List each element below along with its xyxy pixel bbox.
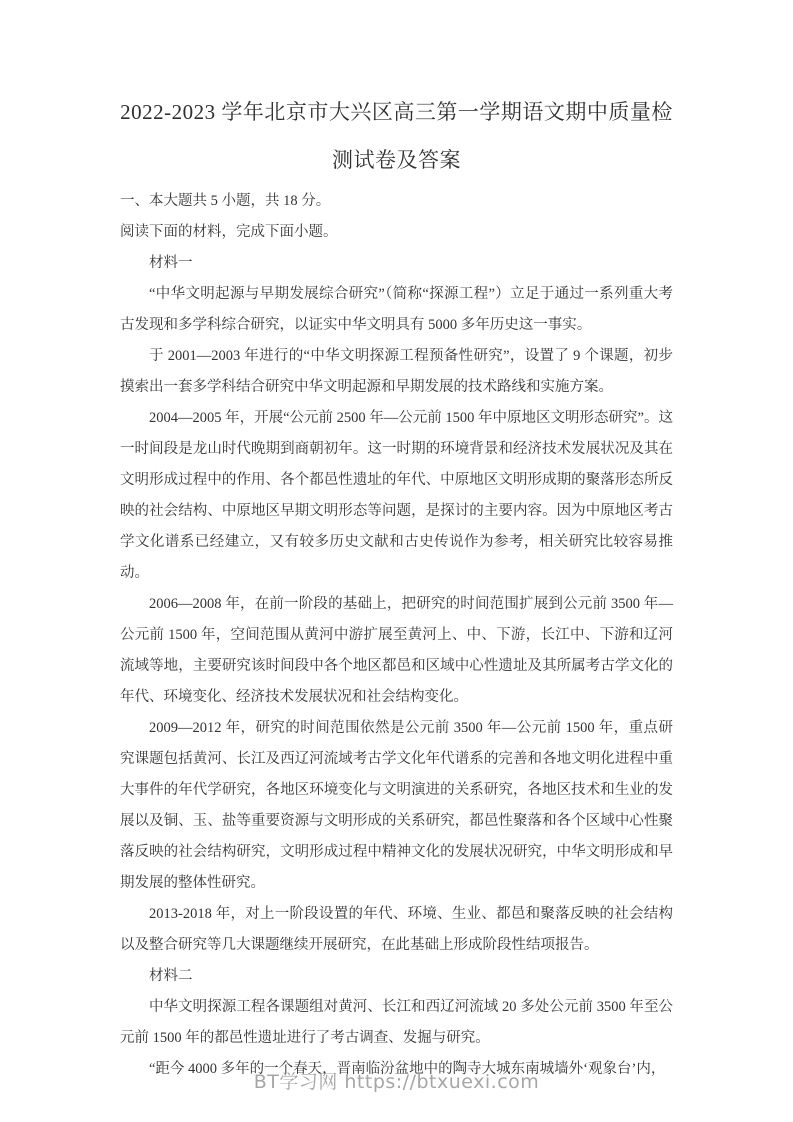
body-paragraph: “中华文明起源与早期发展综合研究”（简称“探源工程”）立足于通过一系列重大考古发现和多学科综合研究，以证实中华文明具有 5000 多年历史这一事实。 — [120, 286, 673, 333]
material-heading: 材料二 — [149, 968, 193, 984]
reading-instruction: 阅读下面的材料，完成下面小题。 — [120, 224, 338, 240]
body-paragraph: 2004—2005 年，开展“公元前 2500 年—公元前 1500 年中原地区文明形态研究”。这一时间段是龙山时代晚期到商朝初年。这一时期的环境背景和经济技术发展状况及其在文明形成过程中的作用、各个都邑性遗址的年代、中原地区文明形成期的聚落形态所反映的社会结构、中原地区早期文明形态等问题，是探讨的主要内容。因为中原地区考古学文化谱系已经建立，又有较多历史文献和古史传说作为参考，相关研究比较容易推动。 — [120, 410, 673, 581]
body-paragraph: 2009—2012 年，研究的时间范围依然是公元前 3500 年—公元前 1500 年，重点研究课题包括黄河、长江及西辽河流域考古学文化年代谱系的完善和各地文明化进程中重大事件的年代学研究，各地区环境变化与文明演进的关系研究，各地区技术和生业的发展以及铜、玉、盐等重要资源与文明形成的关系研究，都邑性聚落和各个区域中心性聚落反映的社会结构研究，文明形成过程中精神文化的发展状况研究，中华文明形成和早期发展的整体性研究。 — [120, 720, 673, 891]
document-title — [104, 0, 689, 184]
body-paragraph: 于 2001—2003 年进行的“中华文明探源工程预备性研究”，设置了 9 个课题，初步摸索出一套多学科结合研究中华文明起源和早期发展的技术路线和实施方案。 — [120, 348, 673, 395]
body-paragraph: 中华文明探源工程各课题组对黄河、长江和西辽河流域 20 多处公元前 3500 年至公元前 1500 年的都邑性遗址进行了考古调查、发掘与研究。 — [120, 999, 673, 1046]
section-heading: 一、本大题共 5 小题，共 18 分。 — [120, 193, 331, 209]
watermark-text: BT学习网 https://btxuexi.com — [253, 1071, 540, 1093]
body-paragraph: “距今 4000 多年的一个春天，晋南临汾盆地中的陶寺大城东南城墙外‘观象台’内， — [149, 1061, 666, 1077]
document-title-line-1: 2022-2023 学年北京市大兴区高三第一学期语文期中质量检 — [120, 100, 673, 124]
body-paragraph: 2013-2018 年，对上一阶段设置的年代、环境、生业、都邑和聚落反映的社会结构以及整合研究等几大课题继续开展研究，在此基础上形成阶段性结项报告。 — [120, 906, 673, 953]
body-paragraph: 2006—2008 年，在前一阶段的基础上，把研究的时间范围扩展到公元前 3500 年—公元前 1500 年，空间范围从黄河中游扩展至黄河上、中、下游，长江中、下游和辽河流域等地，主要研究该时间段中各个地区都邑和区域中心性遗址及其所属考古学文化的年代、环境变化、经济技术发展状况和社会结构变化。 — [120, 596, 673, 705]
document-body — [120, 186, 673, 1085]
watermark — [0, 1067, 793, 1094]
material-heading: 材料一 — [149, 255, 193, 271]
document-title-line-2: 测试卷及答案 — [332, 148, 461, 172]
